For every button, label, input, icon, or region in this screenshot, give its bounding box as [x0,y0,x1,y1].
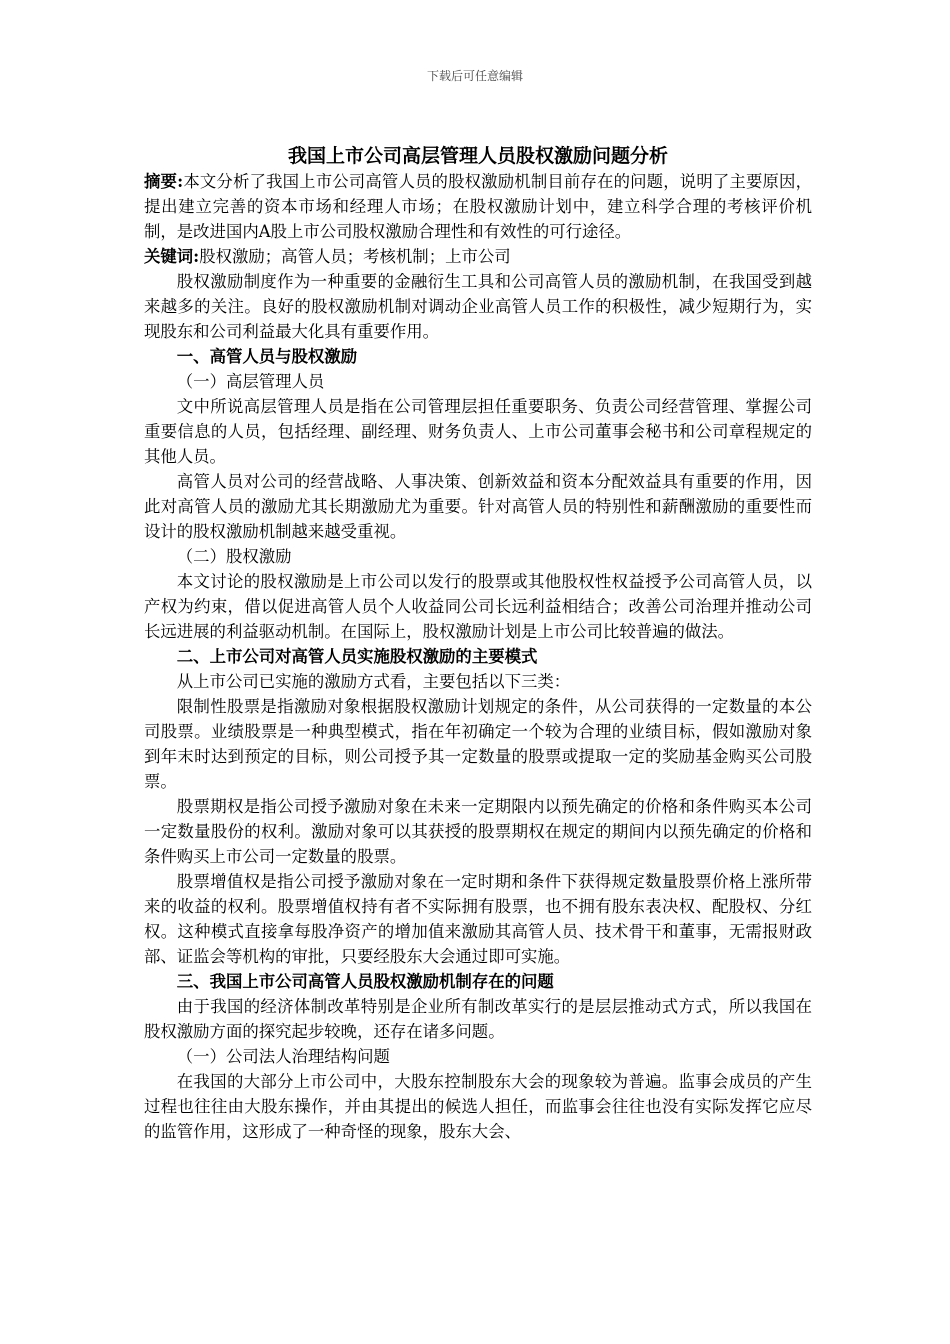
document-title: 我国上市公司高层管理人员股权激励问题分析 [287,145,668,167]
section-3-1-paragraph-1: 在我国的大部分上市公司中，大股东控制股东大会的现象较为普遍。监事会成员的产生过程也往往由大股东操作，并由其提出的候选人担任，而监事会往往也没有实际发挥它应尽的监管作用，这形成了一种奇怪的现象，股东大会、 [144,1072,812,1141]
section-1-1-heading: （一）高层管理人员 [176,372,325,391]
section-2-paragraph-1: 从上市公司已实施的激励方式看，主要包括以下三类： [176,672,571,691]
intro-paragraph: 股权激励制度作为一种重要的金融衍生工具和公司高管人员的激励机制，在我国受到越来越多的关注。良好的股权激励机制对调动企业高管人员工作的积极性，减少短期行为，实现股东和公司利益最大化具有重要作用。 [144,272,812,341]
section-1-heading: 一、高管人员与股权激励 [176,347,358,366]
section-1-2-heading: （二）股权激励 [176,547,292,566]
section-1-1-paragraph-1: 文中所说高层管理人员是指在公司管理层担任重要职务、负责公司经营管理、掌握公司重要信息的人员，包括经理、副经理、财务负责人、上市公司董事会秘书和公司章程规定的其他人员。 [144,397,812,466]
keywords-text: 股权激励；高管人员；考核机制；上市公司 [199,247,511,266]
section-1-2-paragraph-1: 本文讨论的股权激励是上市公司以发行的股票或其他股权性权益授予公司高管人员，以产权为约束，借以促进高管人员个人收益同公司长远利益相结合；改善公司治理并推动公司长远进展的利益驱动机制。在国际上，股权激励计划是上市公司比较普遍的做法。 [144,572,812,641]
section-3-paragraph-1: 由于我国的经济体制改革特别是企业所有制改革实行的是层层推动式方式，所以我国在股权激励方面的探究起步较晚，还存在诸多问题。 [144,997,812,1041]
abstract-paragraph [144,169,812,244]
page-header-note: 下载后可任意编辑 [426,69,523,83]
section-2-paragraph-3: 股票期权是指公司授予激励对象在未来一定期限内以预先确定的价格和条件购买本公司一定数量股份的权利。激励对象可以其获授的股票期权在规定的期间内以预先确定的价格和条件购买上市公司一定数量的股票。 [144,797,812,866]
section-2-heading: 二、上市公司对高管人员实施股权激励的主要模式 [176,647,538,666]
abstract-text: 本文分析了我国上市公司高管人员的股权激励机制目前存在的问题，说明了主要原因，提出建立完善的资本市场和经理人市场；在股权激励计划中，建立科学合理的考核评价机制，是改进国内A股上市公司股权激励合理性和有效性的可行途径。 [144,172,812,241]
keywords-paragraph [144,244,812,269]
document-body [144,144,812,1144]
abstract-label: 摘要: [144,172,184,191]
section-3-1-heading: （一）公司法人治理结构问题 [176,1047,390,1066]
section-2-paragraph-4: 股票增值权是指公司授予激励对象在一定时期和条件下获得规定数量股票价格上涨所带来的收益的权利。股票增值权持有者不实际拥有股票，也不拥有股东表决权、配股权、分红权。这种模式直接拿每股净资产的增加值来激励其高管人员、技术骨干和董事，无需报财政部、证监会等机构的审批，只要经股东大会通过即可实施。 [144,872,812,966]
section-3-heading: 三、我国上市公司高管人员股权激励机制存在的问题 [176,972,554,991]
section-2-paragraph-2: 限制性股票是指激励对象根据股权激励计划规定的条件，从公司获得的一定数量的本公司股票。业绩股票是一种典型模式，指在年初确定一个较为合理的业绩目标，假如激励对象到年末时达到预定的目标，则公司授予其一定数量的股票或提取一定的奖励基金购买公司股票。 [144,697,812,791]
keywords-label: 关键词: [144,247,200,266]
section-1-1-paragraph-2: 高管人员对公司的经营战略、人事决策、创新效益和资本分配效益具有重要的作用，因此对高管人员的激励尤其长期激励尤为重要。针对高管人员的特别性和薪酬激励的重要性而设计的股权激励机制越来越受重视。 [144,472,812,541]
